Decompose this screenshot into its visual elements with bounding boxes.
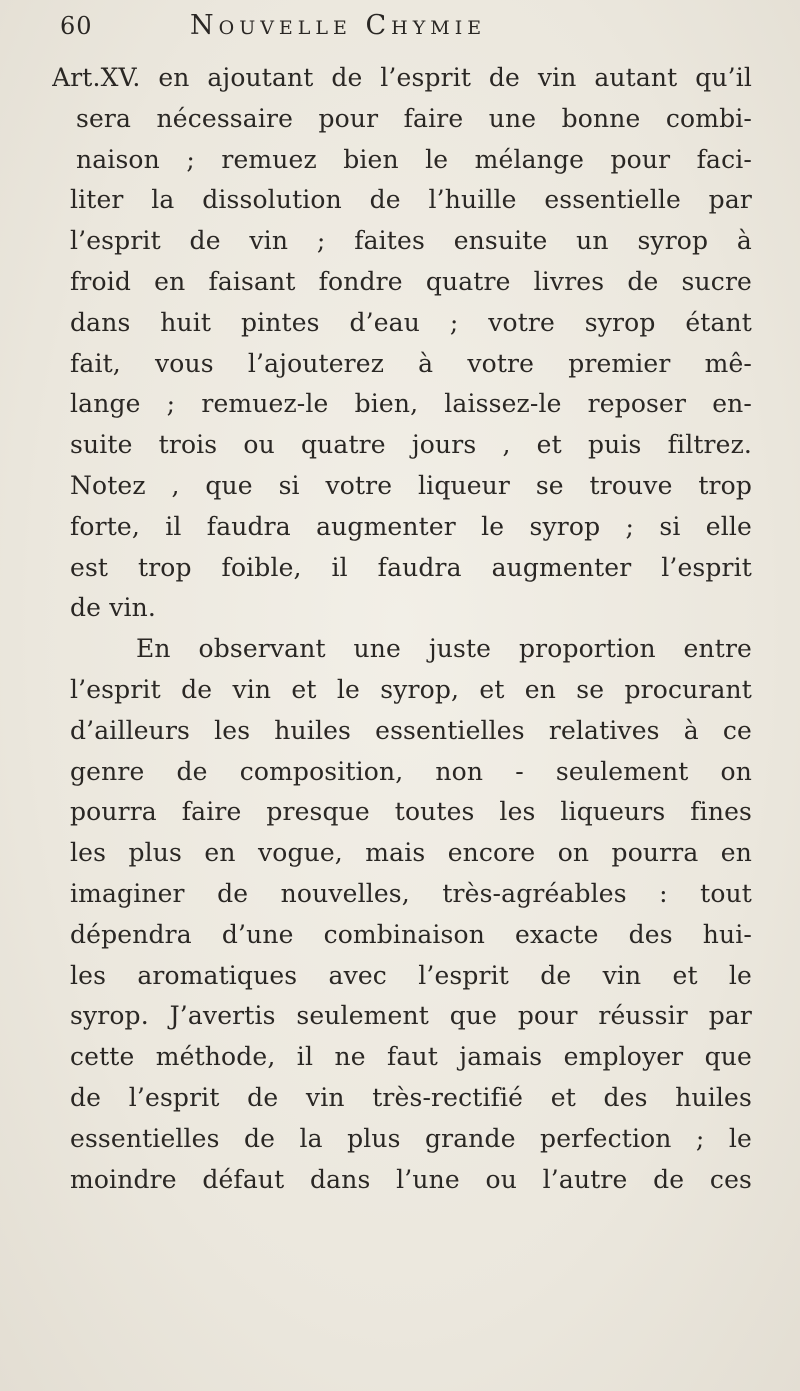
- text-line: de vin.: [70, 593, 156, 623]
- text-line: forte, il faudra augmenter le syrop ; si elle: [70, 511, 752, 541]
- text-line: En observant une juste proportion entre: [136, 634, 752, 664]
- body-text: [52, 58, 752, 1200]
- text-line: sera nécessaire pour faire une bonne combi-: [76, 103, 752, 133]
- text-line: dépendra d’une combinaison exacte des hui-: [70, 919, 752, 949]
- text-line: dans huit pintes d’eau ; votre syrop étant: [70, 307, 752, 337]
- text-line: cette méthode, il ne faut jamais employer que: [70, 1042, 752, 1072]
- text-line: Art.XV. en ajoutant de l’esprit de vin autant qu’il: [52, 63, 752, 92]
- text-line: l’esprit de vin et le syrop, et en se procurant: [70, 674, 752, 704]
- text-line: fait, vous l’ajouterez à votre premier mê-: [70, 348, 752, 378]
- text-line: syrop. J’avertis seulement que pour réussir par: [70, 1001, 752, 1031]
- text-line: naison ; remuez bien le mélange pour faci-: [76, 144, 752, 174]
- page-number: 60: [60, 12, 93, 40]
- text-line: les plus en vogue, mais encore on pourra en: [70, 838, 752, 868]
- running-head: Nouvelle Chymie: [190, 10, 487, 41]
- text-line: les aromatiques avec l’esprit de vin et le: [70, 960, 752, 990]
- text-line: de l’esprit de vin très-rectifié et des huiles: [70, 1082, 752, 1112]
- text-line: liter la dissolution de l’huille essentielle par: [70, 185, 752, 215]
- text-line: est trop foible, il faudra augmenter l’esprit: [70, 552, 752, 582]
- text-line: pourra faire presque toutes les liqueurs fines: [70, 797, 752, 827]
- text-line: essentielles de la plus grande perfection ; le: [70, 1123, 752, 1153]
- text-line: moindre défaut dans l’une ou l’autre de ces: [70, 1164, 752, 1194]
- page-header: [60, 10, 760, 50]
- text-line: imaginer de nouvelles, très-agréables : tout: [70, 878, 752, 908]
- text-line: froid en faisant fondre quatre livres de sucre: [70, 266, 752, 296]
- text-line: d’ailleurs les huiles essentielles relatives à ce: [70, 715, 752, 745]
- text-line: Notez , que si votre liqueur se trouve trop: [70, 470, 752, 500]
- text-line: suite trois ou quatre jours , et puis filtrez.: [70, 430, 752, 460]
- text-line: l’esprit de vin ; faites ensuite un syrop à: [70, 226, 752, 256]
- text-line: genre de composition, non - seulement on: [70, 756, 752, 786]
- text-line: lange ; remuez-le bien, laissez-le reposer en-: [70, 389, 752, 419]
